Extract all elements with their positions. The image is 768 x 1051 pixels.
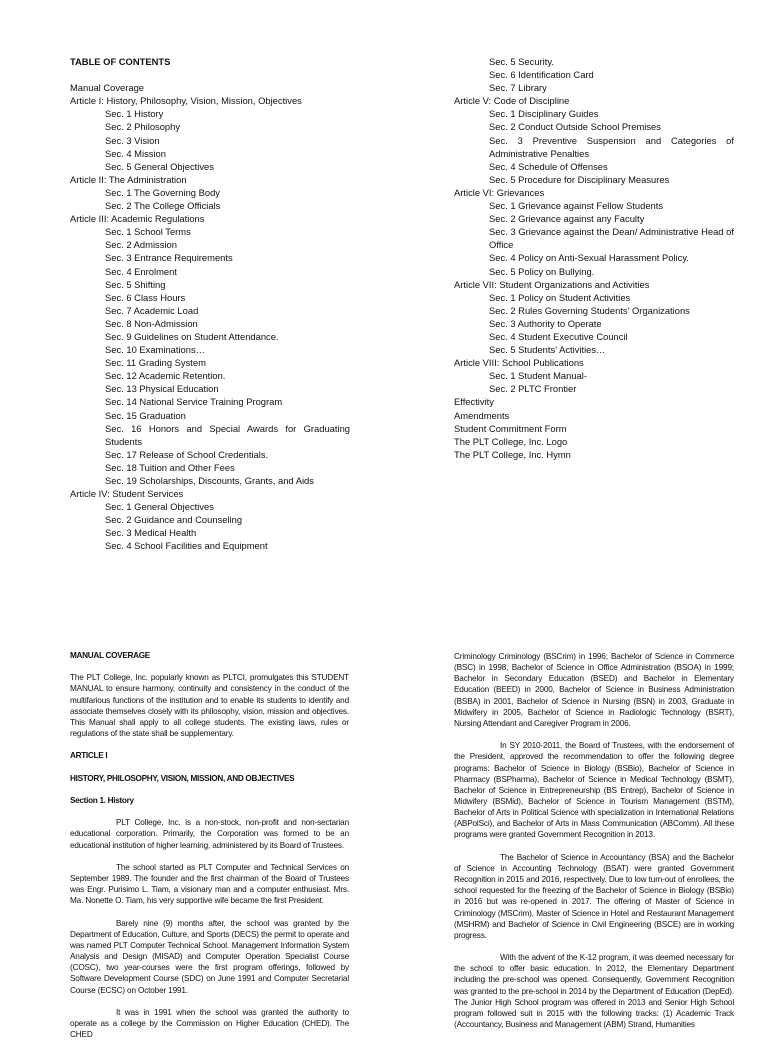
toc-article-entry: Effectivity (454, 396, 494, 408)
toc-article-entry: Article VII: Student Organizations and Activities (454, 278, 650, 290)
toc-section-entry: Sec. 6 Identification Card (489, 69, 594, 81)
toc-section-entry: Sec. 2 Admission (105, 239, 177, 251)
toc-section-entry: Sec. 5 Shifting (105, 278, 166, 290)
toc-section-entry: Sec. 7 Academic Load (105, 304, 199, 316)
toc-section-entry: Sec. 4 School Facilities and Equipment (105, 540, 268, 552)
toc-section-entry: Sec. 4 Student Executive Council (489, 330, 628, 342)
history-paragraph-5: Criminology Criminology (BSCrim) in 1996; Bachelor of Science in Commerce (BSC) in 1998, Bachelor of Science in Office Administration (BSOA) in 1999; Bachelor in Secondary Education (BSED) and Bachelor in Elementary Education (BEED) in 2000, Bachelor of Science in Business Administration (BSBA) in 2001, Bachelor of Science in Nursing (BSN) in 2003, Graduate in Midwifery in 2005, Bachelor of Science in Radiologic Technology (BSRT), Nursing Attendant and Caregiver Program in 2006. (454, 652, 734, 728)
toc-section-entry: Sec. 5 Procedure for Disciplinary Measures (489, 173, 670, 185)
toc-article-entry: Student Commitment Form (454, 422, 567, 434)
history-paragraph-2: The school started as PLT Computer and Technical Services on September 1989. The founder and the first chairman of the Board of Trustees was Engr. Purisimo L. Tiam, a visionary man and a computer enthusiast. Mrs. Ma. Nonette O. Tiam, his very supportive wife became the first President. (70, 862, 349, 906)
history-paragraph-4: It was in 1991 when the school was granted the authority to operate as a college by the Commission on Higher Education (CHED). The CHED (70, 1007, 349, 1040)
toc-section-entry: Sec. 14 National Service Training Program (105, 396, 283, 408)
toc-article-entry: Article IV: Student Services (70, 488, 184, 500)
article-heading: ARTICLE I (70, 751, 108, 761)
article-title: HISTORY, PHILOSOPHY, VISION, MISSION, AND OBJECTIVES (70, 773, 295, 783)
section-heading: Section 1. History (70, 795, 134, 805)
toc-section-entry: Sec. 9 Guidelines on Student Attendance. (105, 330, 279, 342)
toc-section-entry: Sec. 4 Schedule of Offenses (489, 160, 608, 172)
toc-section-entry: Sec. 2 Grievance against any Faculty (489, 213, 645, 225)
toc-section-entry: Sec. 4 Mission (105, 147, 166, 159)
toc-article-entry: The PLT College, Inc. Hymn (454, 448, 571, 460)
history-paragraph-1: PLT College, Inc. is a non-stock, non-profit and non-sectarian educational corporation. Primarily, the Corporation was formed to be an educational institution of higher learning, administered by its Board of Trustees. (70, 818, 349, 850)
toc-section-entry: Sec. 5 Security. (489, 56, 554, 67)
toc-section-entry: Sec. 3 Medical Health (105, 527, 197, 539)
toc-section-entry: Sec. 2 Guidance and Counseling (105, 514, 243, 526)
toc-section-entry: Sec. 17 Release of School Credentials. (105, 448, 269, 460)
toc-section-entry: Sec. 4 Policy on Anti-Sexual Harassment Policy. (489, 252, 689, 264)
toc-section-entry: Sec. 6 Class Hours (105, 291, 186, 303)
toc-section-entry: Sec. 1 School Terms (105, 226, 191, 238)
toc-section-entry: Sec. 2 Conduct Outside School Premises (489, 121, 661, 133)
manual-coverage-paragraph: The PLT College, Inc. popularly known as PLTCI, promulgates this STUDENT MANUAL to ensure harmony, continuity and consistency in the conduct of the multifarious functions of the institution and to enable its students to identify and associate themselves closely with its philosophy, vision, mission and objectives. This Manual shall apply to all college students. The existing laws, rules or regulations of the state shall be supplementary. (70, 673, 349, 739)
toc-section-entry: Sec. 1 General Objectives (105, 501, 214, 513)
manual-left-column (70, 650, 349, 1051)
toc-section-entry: Sec. 1 Student Manual- (489, 370, 587, 382)
toc-section-entry: Sec. 18 Tuition and Other Fees (105, 461, 235, 473)
toc-article-entry: Manual Coverage (70, 82, 145, 94)
toc-section-entry: Sec. 3 Grievance against the Dean/ Administrative Head of Office (489, 226, 734, 251)
toc-section-entry: Sec. 3 Vision (105, 134, 160, 146)
toc-section-entry: Sec. 8 Non-Admission (105, 317, 198, 329)
toc-section-entry: Sec. 16 Honors and Special Awards for Graduating Students (105, 422, 350, 447)
toc-section-entry: Sec. 3 Authority to Operate (489, 317, 602, 329)
toc-article-entry: Article VIII: School Publications (454, 357, 584, 369)
toc-section-entry: Sec. 13 Physical Education (105, 383, 219, 395)
toc-section-entry: Sec. 1 Disciplinary Guides (489, 108, 599, 120)
toc-section-entry: Sec. 1 Policy on Student Activities (489, 291, 631, 303)
toc-section-entry: Sec. 19 Scholarships, Discounts, Grants, and Aids (105, 475, 314, 486)
toc-section-entry: Sec. 5 Policy on Bullying. (489, 265, 595, 277)
toc-article-entry: The PLT College, Inc. Logo (454, 435, 568, 447)
toc-section-entry: Sec. 10 Examinations… (105, 344, 206, 356)
toc-section-entry: Sec. 2 Philosophy (105, 121, 181, 133)
toc-section-entry: Sec. 3 Entrance Requirements (105, 252, 233, 264)
toc-article-entry: Amendments (454, 409, 510, 421)
history-paragraph-6: In SY 2010-2011, the Board of Trustees, with the endorsement of the President, approved the recommendation to offer the following degree programs: Bachelor of Science in Biology (BSBio), Bachelor of Science in Pharmacy (BSPharma), Bachelor of Science in Medical Technology (BSMT), Bachelor of Science in Entrepreneurship (BS Entrep), Bachelor of Science in Midwifery (BSMid), Bachelor of Science in Tourism Management (BSTM), Bachelor of Arts in Political Science with specialization in International Relations (ABPolSci), and Bachelor of Arts in Mass Communication (ABComm). All these programs were granted Government Recognition in 2013. (454, 741, 734, 840)
toc-section-entry: Sec. 2 PLTC Frontier (489, 383, 577, 395)
toc-section-entry: Sec. 1 History (105, 108, 164, 120)
toc-section-entry: Sec. 2 The College Officials (105, 200, 221, 212)
toc-section-entry: Sec. 1 Grievance against Fellow Students (489, 200, 664, 212)
toc-article-entry: Article V: Code of Discipline (454, 95, 570, 107)
toc-section-entry: Sec. 11 Grading System (105, 357, 206, 369)
toc-right-list (454, 55, 734, 461)
history-paragraph-8: With the advent of the K-12 program, it was deemed necessary for the school to offer basic education. In 2012, the Elementary Department including the pre-school was opened. Consequently, Government Recognition was granted to the pre-school in 2014 by the Department of Education (DepEd). The Junior High School program was offered in 2013 and Senior High School program followed suit in 2015 with the following tracks: (1) Academic Track (Accountancy, Business and Management (ABM) Strand, Humanities (454, 953, 734, 1030)
toc-left-list (70, 81, 350, 552)
toc-section-entry: Sec. 7 Library (489, 82, 547, 94)
toc-article-entry: Article II: The Administration (70, 173, 187, 185)
toc-section-entry: Sec. 1 The Governing Body (105, 186, 220, 198)
toc-left-column (70, 55, 350, 553)
history-paragraph-7: The Bachelor of Science in Accountancy (BSA) and the Bachelor of Science in Accounting Technology (BSAT) were granted Government Recognition in 2015 and 2016, respectively. Due to low turn-out of enrollees, the school requested for the freezing of the Bachelor of Science in Biology (BSBio) in 2016 but was re-opened in 2017. The offering of Master of Science in Criminology (MSCrim), Master of Science in Hotel and Restaurant Management (MSHRM) and Bachelor of Science in Civil Engineering (BSCE) are in working progress. (454, 852, 734, 940)
manual-coverage-heading: MANUAL COVERAGE (70, 651, 150, 660)
toc-section-entry: Sec. 5 General Objectives (105, 160, 214, 172)
toc-title: TABLE OF CONTENTS (70, 56, 171, 67)
manual-right-column (454, 651, 734, 1041)
toc-section-entry: Sec. 12 Academic Retention. (105, 370, 226, 382)
toc-section-entry: Sec. 4 Enrolment (105, 265, 177, 277)
toc-article-entry: Article III: Academic Regulations (70, 213, 205, 225)
toc-article-entry: Article VI: Grievances (454, 186, 545, 198)
toc-right-column (454, 55, 734, 461)
toc-section-entry: Sec. 2 Rules Governing Students' Organizations (489, 304, 690, 316)
history-paragraph-3: Barely nine (9) months after, the school was granted by the Department of Education, Culture, and Sports (DECS) the permit to operate and was named PLT Computer Technical School. Management Information System Analysis and Design (MISAD) and Computer Operation Specialist Course (COSC), two year-courses were the first program offerings, followed by Software Development Course (SDC) on June 1991 and Computer Secretarial Course (ECSC) on October 1991. (70, 918, 349, 995)
toc-section-entry: Sec. 5 Students' Activities… (489, 344, 606, 356)
toc-section-entry: Sec. 3 Preventive Suspension and Categories of Administrative Penalties (489, 134, 734, 159)
toc-article-entry: Article I: History, Philosophy, Vision, Mission, Objectives (70, 95, 302, 107)
toc-section-entry: Sec. 15 Graduation (105, 409, 186, 421)
